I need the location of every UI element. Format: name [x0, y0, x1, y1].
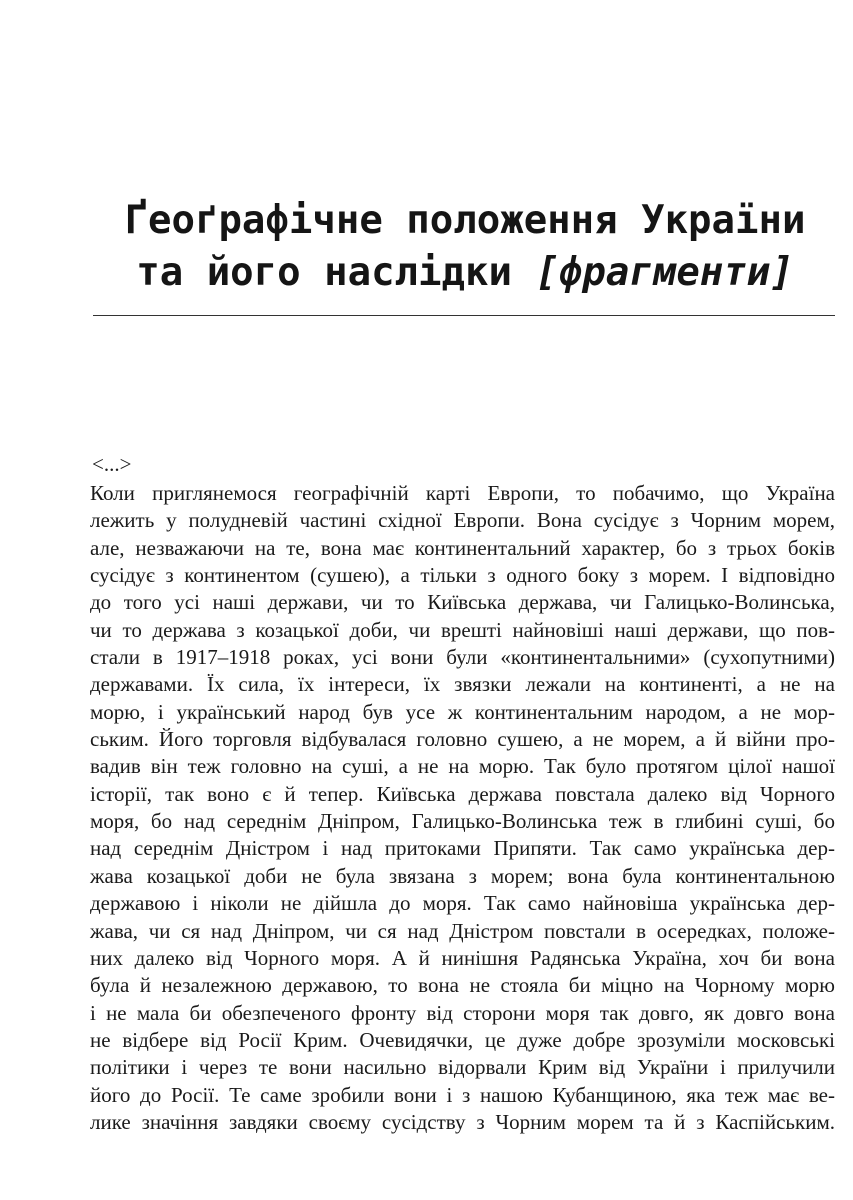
body-line: над середнім Дністром і над притоками Припяти. Так само українська дер-: [90, 836, 835, 861]
body-line: вадив він теж головно на суші, а не на морю. Так було протягом цілої нашої: [90, 754, 835, 779]
title-line-2: [0, 250, 853, 295]
title-line-2-main: та його наслідки: [136, 250, 536, 295]
body-line: державою і ніколи не дійшла до моря. Так само найновіша українська дер-: [90, 891, 835, 916]
title-line-1: Ґеоґрафічне положення України: [124, 198, 806, 243]
body-line: державами. Їх сила, їх інтереси, їх звязки лежали на континенті, а не на: [90, 672, 835, 697]
body-line: не відбере від Росії Крим. Очевидячки, це дуже добре зрозуміли московські: [90, 1027, 835, 1052]
body-line: лике значіння завдяки своєму сусідству з Чорним морем та й з Каспійським.: [90, 1109, 835, 1134]
body-line: історії, так воно є й тепер. Київська держава повстала далеко від Чорного: [90, 781, 835, 806]
body-line: була й незалежною державою, то вона не стояла би міцно на Чорному морю: [90, 973, 835, 998]
body-line: політики і через те вони насильно відорвали Крим від України і прилучили: [90, 1055, 835, 1080]
body-line: сусідує з континентом (сушею), а тільки з одного боку з морем. І відповідно: [90, 563, 835, 588]
body-line: але, незважаючи на те, вона має континентальний характер, бо з трьох боків: [90, 535, 835, 560]
body-line: жава, чи ся над Дніпром, чи ся над Дністром повстали в осередках, положе-: [90, 918, 835, 943]
body-line: стали в 1917–1918 роках, усі вони були «континентальними» (сухопутними): [90, 645, 835, 670]
body-line: його до Росії. Те саме зробили вони і з нашою Кубанщиною, яка теж має ве-: [90, 1082, 835, 1107]
body-line: моря, бо над середнім Дніпром, Галицько-Волинська теж в глибині суші, бо: [90, 809, 835, 834]
body-line: ським. Його торговля відбувалася головно сушею, а не морем, а й війни про-: [90, 727, 835, 752]
title-divider: [93, 315, 835, 316]
body-line: них далеко від Чорного моря. А й нинішня Радянська Україна, хоч би вона: [90, 945, 835, 970]
body-line: Коли приглянемося географічній карті Европи, то побачимо, що Україна: [90, 481, 835, 505]
body-line: і не мала би обезпеченого фронту від сторони моря так довго, як довго вона: [90, 1000, 835, 1025]
body-line: до того усі наші держави, чи то Київська держава, чи Галицько-Волинська,: [90, 590, 835, 615]
omission-mark: <...>: [92, 452, 132, 476]
body-line: чи то держава з козацької доби, чи врешті найновіші наші держави, що пов-: [90, 617, 835, 642]
body-line: жава козацької доби не була звязана з морем; вона була континентальною: [90, 863, 835, 888]
body-line: лежить у полудневій частині східної Европи. Вона сусідує з Чорним морем,: [90, 508, 835, 533]
body-line: морю, і український народ був усе ж континентальним народом, а не мор-: [90, 699, 835, 724]
body-text: [90, 480, 835, 1136]
title-fragments-label: [фрагменти]: [535, 250, 794, 295]
